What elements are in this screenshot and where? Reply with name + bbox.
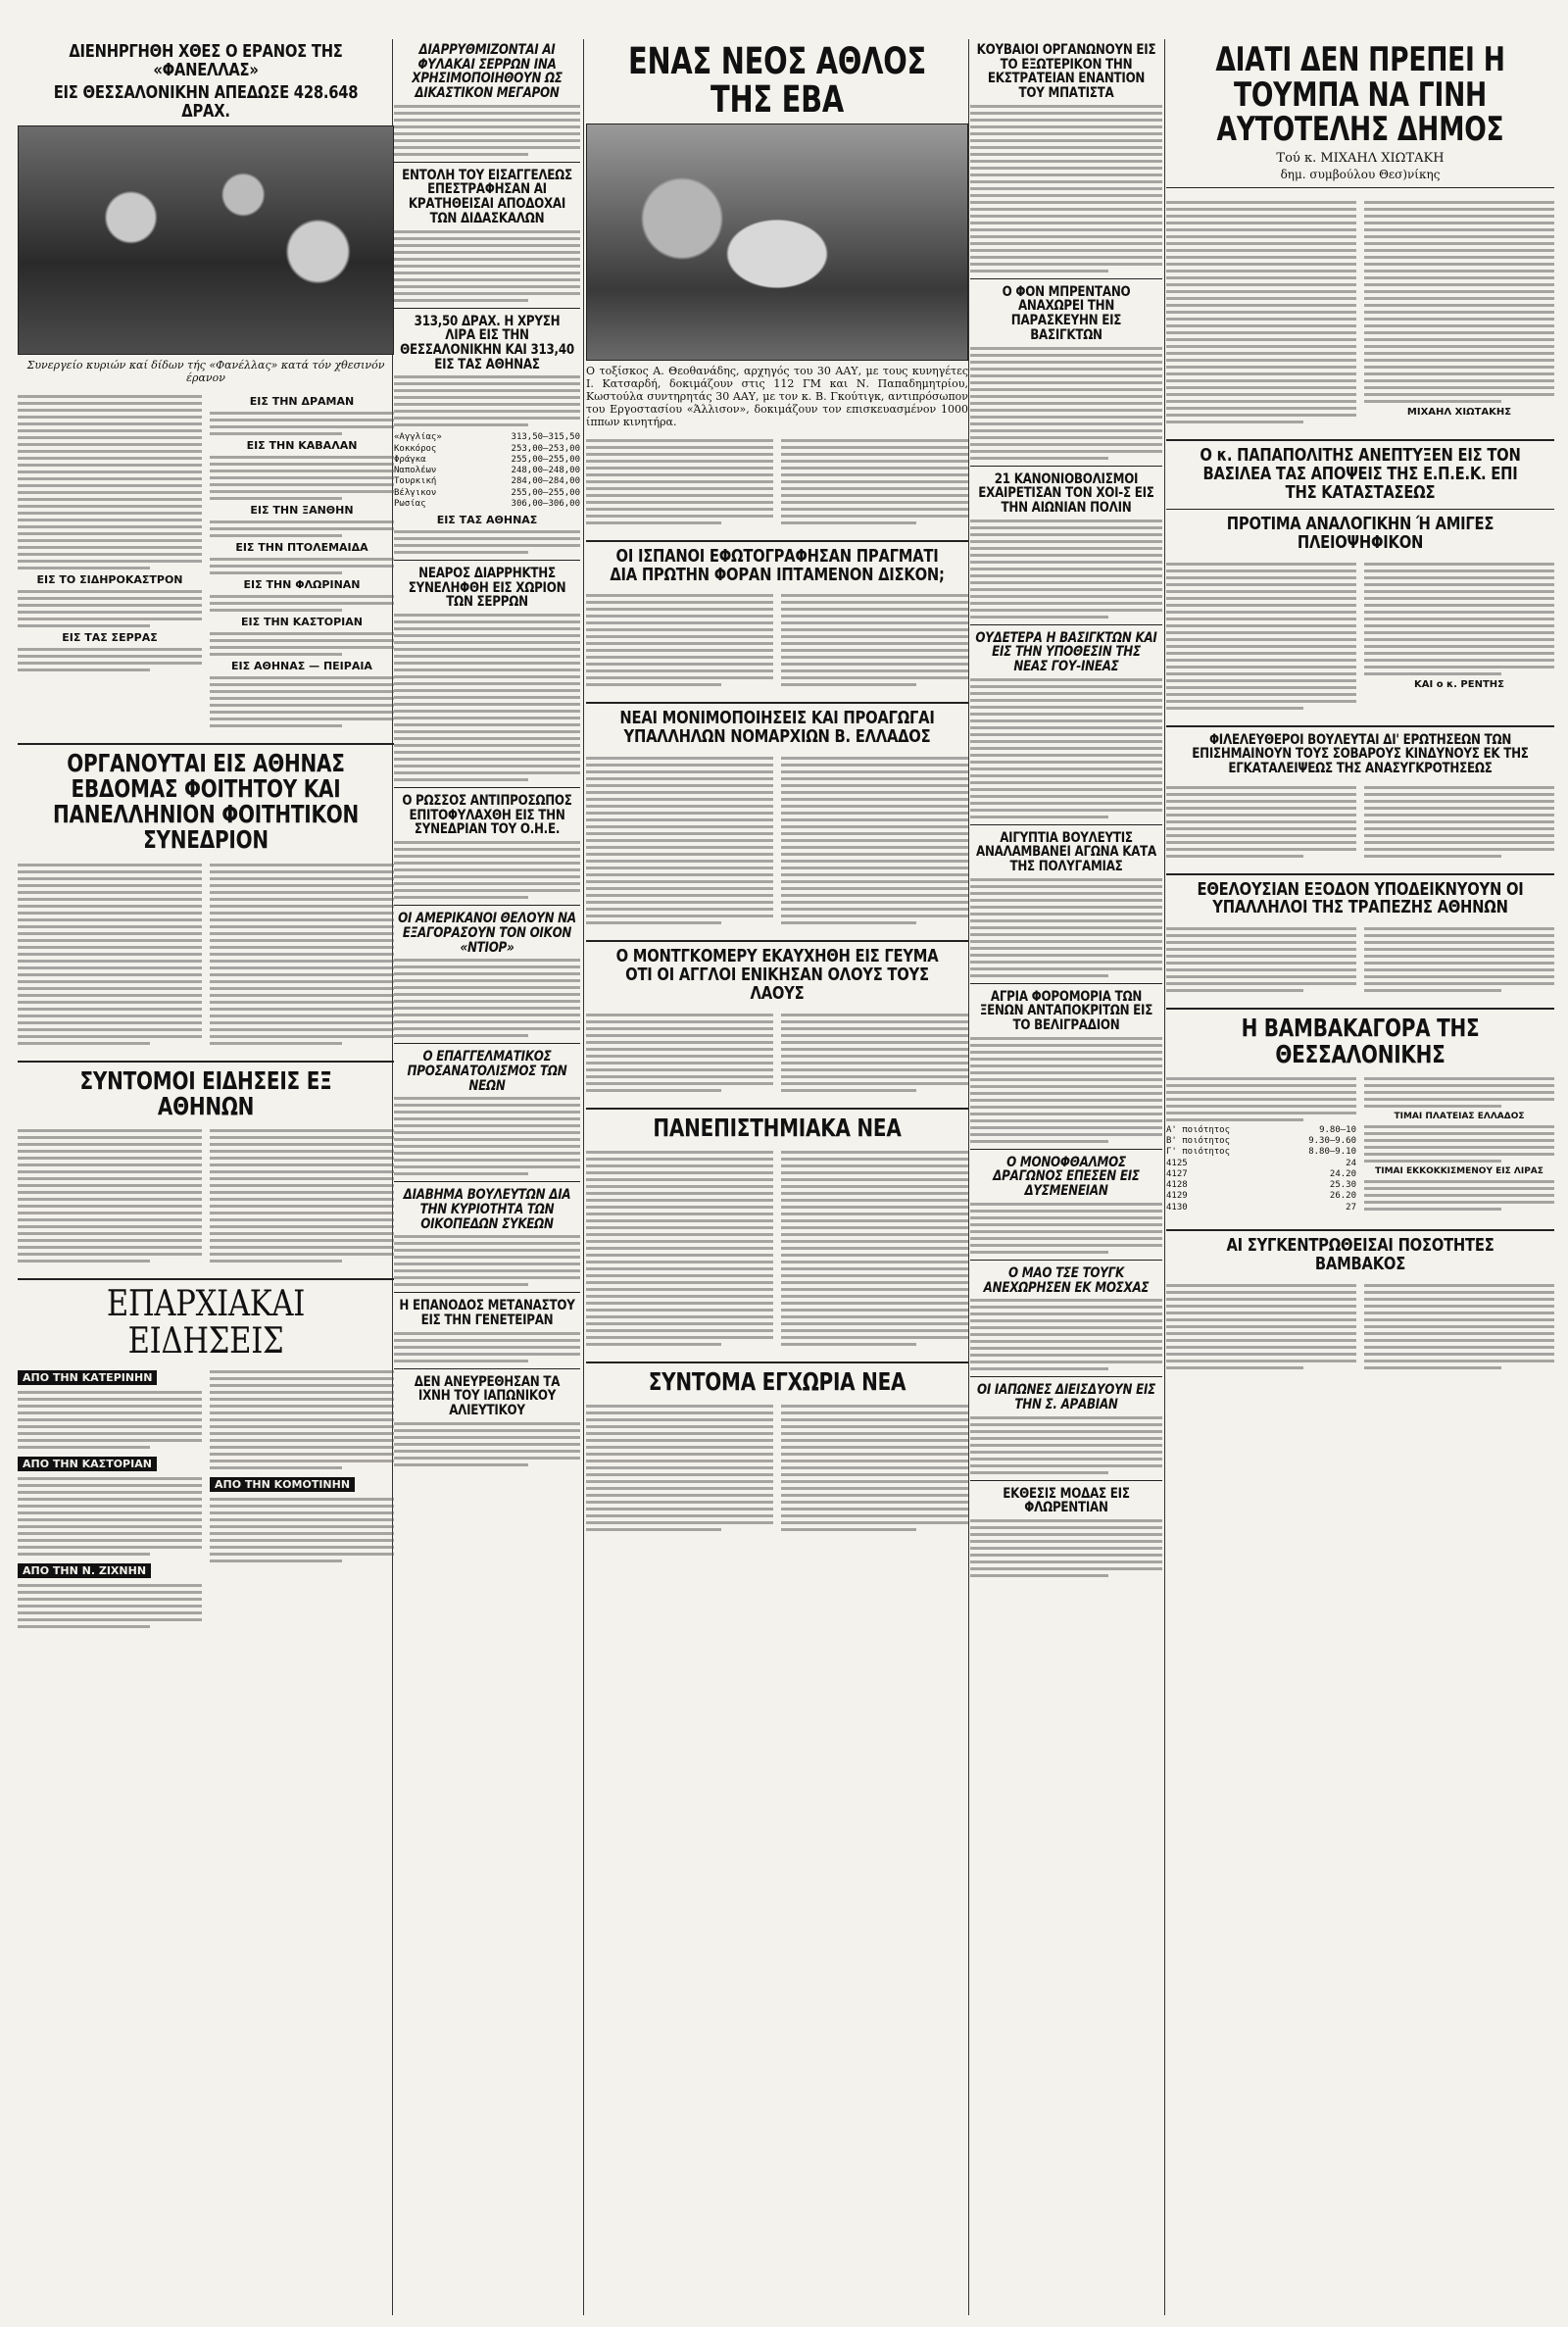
divider [394, 787, 580, 788]
article-text [210, 391, 394, 731]
divider [970, 824, 1162, 825]
papapolitis-body [1166, 556, 1554, 719]
eranos-subheadline: ΕΙΣ ΘΕΣΣΑΛΟΝΙΚΗΝ ΑΠΕΔΩΣΕ 428.648 ΔΡΑΧ. [53, 81, 359, 122]
article-text [970, 1299, 1162, 1370]
kanonismoi-headline: 21 ΚΑΝΟΝΙΟΒΟΛΙΣΜΟΙ ΕΧΑΙΡΕΤΙΣΑΝ ΤΟΝ ΧΟΙ-Σ ΕΙΣ ΤΗΝ ΑΙΩΝΙΑΝ ΠΟΛΙΝ [978, 470, 1154, 516]
table-row: Ναπολέων 248,00—248,00 [394, 466, 580, 475]
section-subhead: ΤΙΜΑΙ ΕΚΚΟΚΚΙΣΜΕΝΟΥ ΕΙΣ ΛΙΡΑΣ [1375, 1165, 1544, 1176]
article-text [970, 678, 1162, 818]
divider [1166, 725, 1554, 727]
article-text [394, 1332, 580, 1362]
vamvakagora-body [1166, 1070, 1554, 1223]
article-text [18, 860, 202, 1049]
section-subhead: ΕΙΣ ΤΗΝ ΚΑΒΑΛΑΝ [246, 438, 358, 452]
divider [394, 1043, 580, 1044]
column-5 [1166, 39, 1554, 2317]
eba-photo-caption: Ο τοξίσκος Α. Θεοθανάδης, αρχηγός του 30 ΑΑΥ, με τους κυνηγέτες Ι. Κατσαρδή, δοκιμάζουν στις 112 ΓΜ και Ν. Παπαδημητρίου, Κωστούλα συντηρητάς 30 ΑΑΥ, με τον κ. Β. Γκούτιγκ, αντιπρόσωπον του Εργοστασίου «Άλλισον», δοκιμάζουν τον επισκευασμένον 1000 ίππων κινητήρα. [586, 364, 968, 428]
divider [586, 540, 968, 542]
article-text [781, 590, 968, 690]
eranos-photo-caption: Συνεργείο κυριών καί δίδων τής «Φανέλλας» κατά τόν χθεσινόν έρανον [26, 358, 385, 384]
section-subhead: ΕΙΣ ΤΑΣ ΑΘΗΝΑΣ [436, 514, 538, 526]
article-text [394, 375, 580, 426]
article-text [210, 860, 394, 1049]
article-text [394, 530, 580, 554]
article-text [394, 230, 580, 302]
eisagogeis-headline: ΕΝΤΟΛΗ ΤΟΥ ΕΙΣΑΓΓΕΛΕΩΣ ΕΠΕΣΤΡΑΦΗΣΑΝ ΑΙ ΚΡΑΤΗΘΕΙΣΑΙ ΑΠΟΔΟΧΑΙ ΤΩΝ ΔΙΔΑΣΚΑΛΩΝ [402, 167, 572, 226]
article-text [781, 1401, 968, 1535]
toumpa-signature: ΜΙΧΑΗΛ ΧΙΩΤΑΚΗΣ [1406, 407, 1512, 419]
trapezis-headline: ΕΘΕΛΟΥΣΙΑΝ ΕΞΟΔΟΝ ΥΠΟΔΕΙΚΝΥΟΥΝ ΟΙ ΥΠΑΛΛΗΛΟΙ ΤΗΣ ΤΡΑΠΕΖΗΣ ΑΘΗΝΩΝ [1197, 878, 1524, 918]
article-text [18, 391, 202, 731]
table-row: Β' ποιότητος 9.30—9.60 [1166, 1136, 1356, 1147]
syntoma-headline: ΣΥΝΤΟΜΑ ΕΓΧΩΡΙΑ ΝΕΑ [648, 1367, 906, 1397]
article-text [1166, 782, 1356, 862]
divider [970, 278, 1162, 279]
foititai-body [18, 857, 394, 1055]
papapolitis-signature: ΚΑΙ ο κ. ΡΕΝΤΗΣ [1414, 678, 1504, 690]
table-row: Βέλγικον 255,00—255,00 [394, 487, 580, 498]
article-text [394, 1235, 580, 1286]
article-text [394, 841, 580, 899]
article-text [394, 1097, 580, 1175]
section-subhead: ΑΠΟ ΤΗΝ ΚΟΜΟΤΙΝΗΝ [210, 1477, 355, 1492]
column-rule [968, 39, 969, 2315]
panepistimiaka-headline: ΠΑΝΕΠΙΣΤΗΜΙΑΚΑ ΝΕΑ [653, 1113, 902, 1142]
article-text [1364, 1280, 1554, 1373]
divider [970, 1260, 1162, 1261]
toumpa-headline: ΔΙΑΤΙ ΔΕΝ ΠΡΕΠΕΙ Η ΤΟΥΜΠΑ ΝΑ ΓΙΝΗ ΑΥΤΟΤΕΛΗΣ ΔΗΜΟΣ [1215, 40, 1505, 150]
column-rule [583, 39, 584, 2315]
section-subhead: ΤΙΜΑΙ ΠΛΑΤΕΙΑΣ ΕΛΛΑΔΟΣ [1394, 1111, 1525, 1121]
article-text [1166, 1280, 1356, 1373]
article-text [970, 347, 1162, 460]
iaponesdieiso-headline: ΟΙ ΙΑΠΩΝΕΣ ΔΙΕΙΣΔΥΟΥΝ ΕΙΣ ΤΗΝ Σ. ΑΡΑΒΙΑΝ [976, 1382, 1156, 1412]
article-text [781, 1147, 968, 1350]
article-text [970, 1037, 1162, 1143]
section-subhead: ΕΙΣ ΤΗΝ ΚΑΣΤΟΡΙΑΝ [241, 615, 363, 628]
column-4 [970, 39, 1162, 2317]
divider [970, 624, 1162, 625]
eranos-headline: ΔΙΕΝΗΡΓΗΘΗ ΧΘΕΣ Ο ΕΡΑΝΟΣ ΤΗΣ «ΦΑΝΕΛΛΑΣ» [69, 41, 343, 80]
column-2 [394, 39, 580, 2317]
eba-headline: ΕΝΑΣ ΝΕΟΣ ΑΘΛΟΣ ΤΗΣ ΕΒΑ [627, 40, 927, 121]
section-subhead: ΕΙΣ ΤΟ ΣΙΔΗΡΟΚΑΣΤΡΟΝ [36, 572, 183, 586]
section-subhead: ΕΙΣ ΤΗΝ ΠΤΟΛΕΜΑΙΔΑ [235, 540, 368, 554]
divider [1166, 1008, 1554, 1010]
article-text [394, 105, 580, 156]
divider [394, 1368, 580, 1369]
section-subhead: ΕΙΣ ΤΗΝ ΞΑΝΘΗΝ [250, 503, 354, 517]
vamvakagora-headline: Η ΒΑΜΒΑΚΑΓΟΡΑ ΤΗΣ ΘΕΣΣΑΛΟΝΙΚΗΣ [1241, 1014, 1480, 1068]
monimopoiiseis-headline: ΝΕΑΙ ΜΟΝΙΜΟΠΟΙΗΣΕΙΣ ΚΑΙ ΠΡΟΑΓΩΓΑΙ ΥΠΑΛΛΗΛΩΝ ΝΟΜΑΡΧΙΩΝ Β. ΕΛΛΑΔΟΣ [619, 708, 935, 748]
eba-body [586, 432, 968, 534]
papapolitis-headline: Ο κ. ΠΑΠΑΠΟΛΙΤΗΣ ΑΝΕΠΤΥΞΕΝ ΕΙΣ ΤΟΝ ΒΑΣΙΛΕΑ ΤΑΣ ΑΠΟΨΕΙΣ ΤΗΣ Ε.Π.Ε.Κ. ΕΠΙ ΤΗΣ ΚΑΤΑΣΤΑΣΕΩΣ [1200, 445, 1521, 503]
toumpa-byline: Τού κ. ΜΙΧΑΗΛ ΧΙΩΤΑΚΗ [1276, 151, 1445, 167]
table-row: Φράγκα 255,00—255,00 [394, 454, 580, 465]
eranos-photo [18, 125, 394, 355]
table-row: 4130 27 [1166, 1202, 1356, 1213]
montgomery-body [586, 1007, 968, 1102]
section-subhead: ΕΙΣ ΑΘΗΝΑΣ — ΠΕΙΡΑΙΑ [231, 659, 372, 672]
divider [970, 1376, 1162, 1377]
montgomery-headline: Ο ΜΟΝΤΓΚΟΜΕΡΥ ΕΚΑΥΧΗΘΗ ΕΙΣ ΓΕΥΜΑ ΟΤΙ ΟΙ ΑΓΓΛΟΙ ΕΝΙΚΗΣΑΝ ΟΛΟΥΣ ΤΟΥΣ ΛΑΟΥΣ [615, 946, 939, 1005]
epanodos-headline: Η ΕΠΑΝΟΔΟΣ ΜΕΤΑΝΑΣΤΟΥ ΕΙΣ ΤΗΝ ΓΕΝΕΤΕΙΡΑΝ [399, 1298, 575, 1328]
article-text [1166, 197, 1356, 427]
table-row: Ρωσίας 306,00—306,00 [394, 498, 580, 509]
section-subhead: ΑΠΟ ΤΗΝ Ν. ΖΙΧΝΗΝ [18, 1563, 151, 1578]
foititai-headline: ΟΡΓΑΝΟΥΤΑΙ ΕΙΣ ΑΘΗΝΑΣ ΕΒΔΟΜΑΣ ΦΟΙΤΗΤΟΥ ΚΑΙ ΠΑΝΕΛΛΗΝΙΟΝ ΦΟΙΤΗΤΙΚΟΝ ΣΥΝΕΔΡΙΟΝ [52, 748, 360, 855]
agria-headline: ΑΓΡΙΑ ΦΟΡΟΜΟΡΙΑ ΤΩΝ ΞΕΝΩΝ ΑΝΤΑΠΟΚΡΙΤΩΝ ΕΙΣ ΤΟ ΒΕΛΙΓΡΑΔΙΟΝ [979, 988, 1153, 1034]
trapezis-body [1166, 920, 1554, 1002]
article-text [781, 753, 968, 928]
column-rule [1164, 39, 1165, 2315]
article-text [1166, 923, 1356, 996]
article-text [970, 1519, 1162, 1577]
table-row: 4128 25.30 [1166, 1180, 1356, 1191]
ispanoi-headline: ΟΙ ΙΣΠΑΝΟΙ ΕΦΩΤΟΓΡΑΦΗΣΑΝ ΠΡΑΓΜΑΤΙ ΔΙΑ ΠΡΩΤΗΝ ΦΟΡΑΝ ΙΠΤΑΜΕΝΟΝ ΔΙΣΚΟΝ; [610, 545, 945, 585]
article-text [18, 1366, 202, 1632]
table-row: 4125 24 [1166, 1158, 1356, 1168]
divider [970, 1149, 1162, 1150]
divider [970, 466, 1162, 467]
fileleftheroi-body [1166, 779, 1554, 867]
divider [18, 743, 394, 745]
article-text [781, 1010, 968, 1096]
posotites-body [1166, 1277, 1554, 1379]
article-text [586, 1147, 773, 1350]
eparchiakai-body [18, 1363, 394, 1638]
article-text [586, 435, 773, 528]
divider [970, 983, 1162, 984]
article-text [394, 1422, 580, 1466]
section-subhead: ΕΙΣ ΤΗΝ ΔΡΑΜΑΝ [249, 394, 355, 408]
eba-photo [586, 124, 968, 361]
ispanoi-body [586, 587, 968, 696]
article-text [970, 1416, 1162, 1474]
article-text [586, 1010, 773, 1096]
papapolitis-subheadline: ΠΡΟΤΙΜΑ ΑΝΑΛΟΓΙΚΗΝ Ή ΑΜΙΓΕΣ ΠΛΕΙΟΨΗΦΙΚΟΝ [1226, 513, 1494, 553]
divider [586, 702, 968, 704]
article-text [394, 614, 580, 781]
iapones-headline: ΔΕΝ ΑΝΕΥΡΕΘΗΣΑΝ ΤΑ ΙΧΝΗ ΤΟΥ ΙΑΠΩΝΙΚΟΥ ΑΛΙΕΥΤΙΚΟΥ [414, 1373, 561, 1419]
article-text [210, 1366, 394, 1632]
fylakai-headline: ΔΙΑΡΡΥΘΜΙΖΟΝΤΑΙ ΑΙ ΦΥΛΑΚΑΙ ΣΕΡΡΩΝ ΙΝΑ ΧΡΗΣΙΜΟΠΟΙΗΘΟΥΝ ΩΣ ΔΙΚΑΣΤΙΚΟΝ ΜΕΓΑΡΟΝ [412, 42, 563, 102]
amerikanoi-headline: ΟΙ ΑΜΕΡΙΚΑΝΟΙ ΘΕΛΟΥΝ ΝΑ ΕΞΑΓΟΡΑΣΟΥΝ ΤΟΝ ΟΙΚΟΝ «ΝΤΙΟΡ» [398, 911, 576, 956]
toumpa-body [1166, 194, 1554, 433]
article-text [1364, 1073, 1554, 1217]
article-text [970, 105, 1162, 272]
article-text [586, 753, 773, 928]
rosos-headline: Ο ΡΩΣΣΟΣ ΑΝΤΙΠΡΟΣΩΠΟΣ ΕΠΙΤΟΦΥΛΑΧΘΗ ΕΙΣ ΤΗΝ ΣΥΝΕΔΡΙΑΝ ΤΟΥ Ο.Η.Ε. [402, 793, 572, 838]
article-text [586, 590, 773, 690]
table-row: 4129 26.20 [1166, 1191, 1356, 1202]
dimarchos-headline: ΝΕΑΡΟΣ ΔΙΑΡΡΗΚΤΗΣ ΣΥΝΕΛΗΦΘΗ ΕΙΣ ΧΩΡΙΟΝ ΤΩΝ ΣΕΡΡΩΝ [408, 566, 566, 611]
divider [1166, 873, 1554, 875]
divider [18, 1061, 394, 1063]
divider [1166, 1229, 1554, 1231]
table-row: «Αγγλίας» 313,50—315,50 [394, 432, 580, 443]
article-text [210, 1125, 394, 1266]
article-text [1364, 923, 1554, 996]
table-row: Τουρκική 284,00—284,00 [394, 476, 580, 487]
divider [394, 1292, 580, 1293]
lira-headline: 313,50 ΔΡΑΧ. Η ΧΡΥΣΗ ΛΙΡΑ ΕΙΣ ΤΗΝ ΘΕΣΣΑΛΟΝΙΚΗΝ ΚΑΙ 313,40 ΕΙΣ ΤΑΣ ΑΘΗΝΑΣ [400, 313, 574, 372]
article-text [1166, 559, 1356, 714]
toumpa-byline-title: δημ. συμβούλου Θεσ)νίκης [1280, 168, 1441, 182]
monimopoiiseis-body [586, 750, 968, 934]
gold-rates-table [394, 432, 580, 510]
mao-headline: Ο ΜΑΟ ΤΣΕ ΤΟΥΓΚ ΑΝΕΧΩΡΗΣΕΝ ΕΚ ΜΟΣΧΑΣ [983, 1264, 1150, 1296]
diamartyria-headline: ΔΙΑΒΗΜΑ ΒΟΥΛΕΥΤΩΝ ΔΙΑ ΤΗΝ ΚΥΡΙΟΤΗΤΑ ΤΩΝ ΟΙΚΟΠΕΔΩΝ ΣΥΚΕΩΝ [403, 1187, 571, 1232]
divider [394, 905, 580, 906]
article-text [1364, 782, 1554, 862]
article-text [1166, 1073, 1356, 1217]
aigyptia-headline: ΑΙΓΥΠΤΙΑ ΒΟΥΛΕΥΤΙΣ ΑΝΑΛΑΜΒΑΝΕΙ ΑΓΩΝΑ ΚΑΤΑ ΤΗΣ ΠΟΛΥΓΑΜΙΑΣ [976, 829, 1156, 874]
divider [586, 1362, 968, 1363]
section-subhead: ΕΙΣ ΤΑΣ ΣΕΡΡΑΣ [62, 630, 158, 644]
eparchiakai-headline: ΕΠΑΡΧΙΑΚΑΙ ΕΙΔΗΣΕΙΣ [106, 1284, 306, 1362]
article-text [781, 435, 968, 528]
column-3 [586, 39, 968, 2317]
table-row: Γ' ποιότητος 8.80—9.10 [1166, 1147, 1356, 1158]
monofthalmos-headline: Ο ΜΟΝΟΦΘΑΛΜΟΣ ΔΡΑΓΩΝΟΣ ΕΠΕΣΕΝ ΕΙΣ ΔΥΣΜΕΝΕΙΑΝ [993, 1154, 1140, 1200]
ekthesis-headline: ΕΚΘΕΣΙΣ ΜΟΔΑΣ ΕΙΣ ΦΛΩΡΕΝΤΙΑΝ [1003, 1485, 1130, 1516]
table-row: Κοκκόρος 253,00—253,00 [394, 443, 580, 454]
divider [1166, 439, 1554, 441]
panepistimiaka-body [586, 1144, 968, 1356]
divider [1166, 187, 1554, 188]
table-row: Α' ποιότητος 9.80—10 [1166, 1124, 1356, 1135]
divider [394, 560, 580, 561]
article-text [18, 1125, 202, 1266]
oudetera-headline: ΟΥΔΕΤΕΡΑ Η ΒΑΣΙΓΚΤΩΝ ΚΑΙ ΕΙΣ ΤΗΝ ΥΠΟΘΕΣΙΝ ΤΗΣ ΝΕΑΣ ΓΟΥ-ΙΝΕΑΣ [975, 629, 1157, 674]
cotton-prices-table [1166, 1125, 1356, 1213]
divider [394, 162, 580, 163]
section-subhead: ΑΠΟ ΤΗΝ ΚΑΤΕΡΙΝΗΝ [18, 1370, 157, 1385]
article-text [586, 1401, 773, 1535]
syntoma-body [586, 1398, 968, 1541]
divider [394, 308, 580, 309]
table-row: 4127 24.20 [1166, 1168, 1356, 1179]
divider [1166, 509, 1554, 510]
divider [970, 1480, 1162, 1481]
syntomoi-body [18, 1122, 394, 1272]
article-text [970, 520, 1162, 619]
posotites-headline: ΑΙ ΣΥΓΚΕΝΤΡΩΘΕΙΣΑΙ ΠΟΣΟΤΗΤΕΣ ΒΑΜΒΑΚΟΣ [1226, 1234, 1494, 1274]
divider [586, 1108, 968, 1110]
kouvaioi-headline: ΚΟΥΒΑΙΟΙ ΟΡΓΑΝΩΝΟΥΝ ΕΙΣ ΤΟ ΕΞΩΤΕΡΙΚΟΝ ΤΗΝ ΕΚΣΤΡΑΤΕΙΑΝ ΕΝΑΝΤΙΟΝ ΤΟΥ ΜΠΑΤΙΣΤΑ [976, 42, 1156, 102]
section-subhead: ΕΙΣ ΤΗΝ ΦΛΩΡΙΝΑΝ [243, 577, 361, 591]
epaggelmatikoi-headline: Ο ΕΠΑΓΓΕΛΜΑΤΙΚΟΣ ΠΡΟΣΑΝΑΤΟΛΙΣΜΟΣ ΤΩΝ ΝΕΩΝ [407, 1049, 567, 1094]
divider [18, 1278, 394, 1280]
article-text [1364, 197, 1554, 427]
syntomoi-headline: ΣΥΝΤΟΜΟΙ ΕΙΔΗΣΕΙΣ ΕΞ ΑΘΗΝΩΝ [79, 1065, 332, 1120]
brentano-headline: Ο ΦΟΝ ΜΠΡΕΝΤΑΝΟ ΑΝΑΧΩΡΕΙ ΤΗΝ ΠΑΡΑΣΚΕΥΗΝ ΕΙΣ ΒΑΣΙΓΚΤΩΝ [1002, 283, 1131, 343]
article-text [970, 1203, 1162, 1254]
section-subhead: ΑΠΟ ΤΗΝ ΚΑΣΤΟΡΙΑΝ [18, 1457, 157, 1471]
divider [586, 940, 968, 942]
article-text [970, 878, 1162, 977]
divider [394, 1181, 580, 1182]
column-1 [18, 39, 394, 2317]
eranos-body [18, 388, 394, 737]
article-text [1364, 559, 1554, 714]
fileleftheroi-headline: ΦΙΛΕΛΕΥΘΕΡΟΙ ΒΟΥΛΕΥΤΑΙ ΔΙ' ΕΡΩΤΗΣΕΩΝ ΤΩΝ ΕΠΙΣΗΜΑΙΝΟΥΝ ΤΟΥΣ ΣΟΒΑΡΟΥΣ ΚΙΝΔΥΝΟΥΣ ΕΚ ΤΗΣ ΕΓΚΑΤΑΛΕΙΨΕΩΣ ΤΗΣ ΑΝΑΣΥΓΚΡΟΤΗΣΕΩΣ [1192, 731, 1529, 776]
article-text [394, 959, 580, 1037]
